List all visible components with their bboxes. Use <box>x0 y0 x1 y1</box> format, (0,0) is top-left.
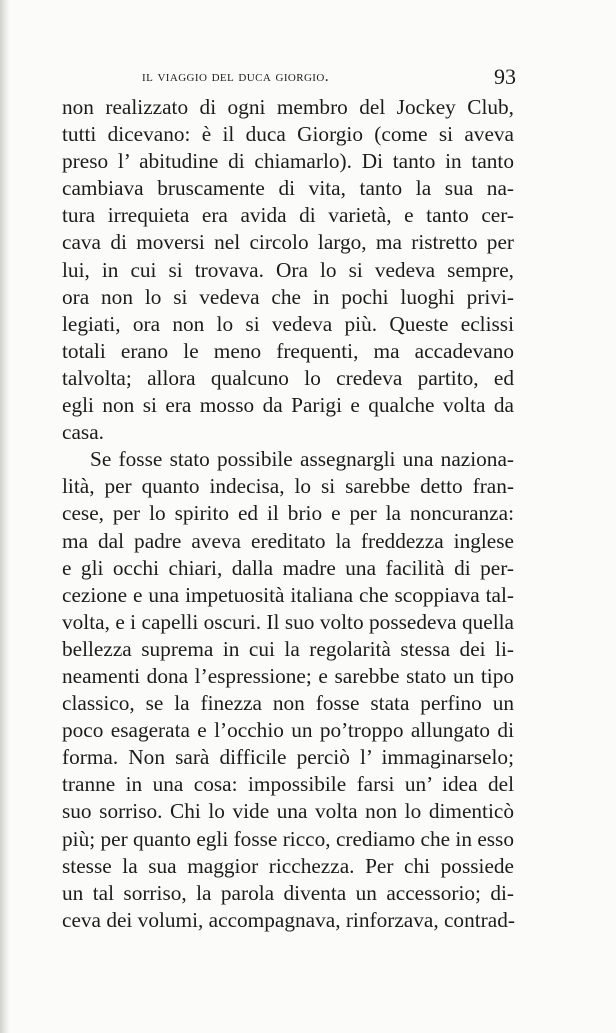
page-edge-shadow <box>0 0 10 1033</box>
text-line: cezione e una impetuosità italiana che scoppiava tal- <box>62 582 514 607</box>
text-line: stesse la sua maggior ricchezza. Per chi possiede <box>62 853 514 878</box>
text-line: lui, in cui si trovava. Ora lo si vedeva sempre, <box>62 257 514 282</box>
text-line: classico, se la finezza non fosse stata perfino un <box>62 691 514 716</box>
paragraph-end-line: casa. <box>62 420 104 445</box>
text-line: non realizzato di ogni membro del Jockey Club, <box>62 95 514 119</box>
text-line: più; per quanto egli fosse ricco, crediamo che in esso <box>62 826 514 851</box>
text-line: legiati, ora non lo si vedeva più. Queste eclissi <box>62 311 514 336</box>
text-line: tutti dicevano: è il duca Giorgio (come si aveva <box>62 122 514 147</box>
page-number: 93 <box>494 64 516 89</box>
text-line: tranne in una cosa: impossibile farsi un’ idea del <box>62 772 514 797</box>
text-line: bellezza suprema in cui la regolarità stessa dei li- <box>62 636 514 661</box>
body-text <box>62 94 514 934</box>
text-line: ora non lo si vedeva che in pochi luoghi privi- <box>62 284 514 309</box>
text-line: forma. Non sarà difficile perciò l’ immaginarselo; <box>62 745 514 770</box>
text-line: cava di moversi nel circolo largo, ma ristretto per <box>62 230 514 255</box>
text-line: cese, per lo spirito ed il brio e per la noncuranza: <box>62 501 514 526</box>
paragraph-start-line: Se fosse stato possibile assegnargli una naziona- <box>90 447 514 472</box>
text-line: e gli occhi chiari, dalla madre una facilità di per- <box>62 555 514 580</box>
running-title: il viaggio del duca giorgio. <box>142 68 329 85</box>
text-line: volta, e i capelli oscuri. Il suo volto possedeva quella <box>62 609 514 634</box>
text-line: cambiava bruscamente di vita, tanto la sua na- <box>62 176 514 201</box>
text-line: egli non si era mosso da Parigi e qualche volta da <box>62 393 514 418</box>
text-line: preso l’ abitudine di chiamarlo). Di tanto in tanto <box>62 149 514 174</box>
text-line: ceva dei volumi, accompagnava, rinforzava, contrad- <box>62 907 515 932</box>
text-line: tura irrequieta era avida di varietà, e tanto cer- <box>62 203 514 228</box>
text-line: poco esagerata e l’occhio un po’troppo allungato di <box>62 718 514 743</box>
text-line: suo sorriso. Chi lo vide una volta non lo dimenticò <box>62 799 514 824</box>
text-line: ma dal padre aveva ereditato la freddezza inglese <box>62 528 514 553</box>
text-line: lità, per quanto indecisa, lo si sarebbe detto fran- <box>62 474 514 499</box>
text-line: totali erano le meno frequenti, ma accadevano <box>62 338 514 363</box>
text-line: un tal sorriso, la parola diventa un accessorio; di- <box>62 880 514 905</box>
text-line: neamenti dona l’espressione; e sarebbe stato un tipo <box>62 663 514 688</box>
text-line: talvolta; allora qualcuno lo credeva partito, ed <box>62 365 514 390</box>
page-header <box>142 64 516 94</box>
